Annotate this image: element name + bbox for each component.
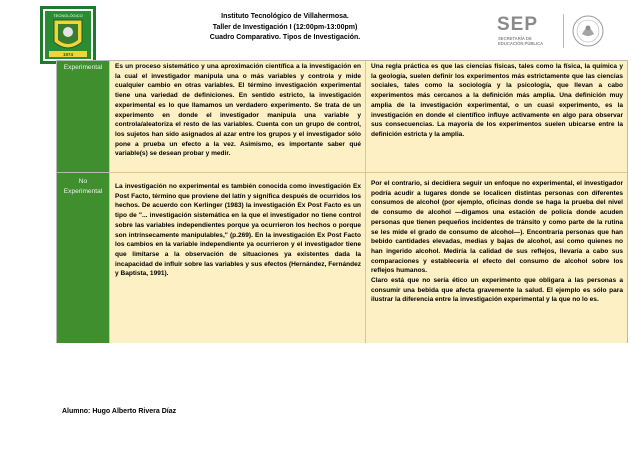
sep-wordmark: SEP — [497, 14, 539, 35]
cell-no-experimental-example — [365, 172, 627, 343]
document-header — [190, 12, 380, 44]
svg-text:1974: 1974 — [62, 52, 74, 57]
sep-logo — [497, 14, 635, 50]
cell-experimental-example: Una regla práctica es que las ciencias físicas, tales como la física, la química y la geología, suelen definir los experimentos más estrictamente que las ciencias sociales, tales como la sociología y la psicología, que llevan a cabo experimentos más cercanos a la definición más amplia. Una definición muy amplia de la investigación experimental, o un cuasi experimento, es la investigación en donde el científico influye activamente en algo para observar sus consecuencias. La mayoría de los experimentos suelen ubicarse entre la definición estricta y la amplia. — [365, 61, 627, 172]
sep-divider — [563, 14, 564, 48]
header-title: Cuadro Comparativo. Tipos de Investigación. — [209, 34, 361, 41]
example-paragraph-2: Claro está que no sería ético un experimento que obligara a las personas a consumir una bebida que afecta gravemente la salud. El ejemplo es sólo para ilustrar la diferencia entre la investigación experimental y la que no lo es. — [371, 277, 623, 304]
svg-text:TECNOLÓGICO: TECNOLÓGICO — [53, 13, 83, 18]
author-line: Alumno: Hugo Alberto Rivera Díaz — [62, 408, 177, 415]
example-paragraph-1: Por el contrario, si decidiera seguir un enfoque no experimental, el investigador podría acudir a lugares donde se localicen distintas personas con diferentes consumos de alcohol (por ejemplo, oficinas donde se haga la prueba del nivel de consumo de alcohol —digamos una estación de policía donde acuden personas que tienen pequeños incidentes de tránsito y como parte de la rutina se les mide el grado de consumo de alcohol—). Encontraría personas que han bebido cantidades elevadas, medias y bajas de alcohol, así como quienes no han ingerido alcohol. Mediría la calidad de sus reflejos, llevaría a cabo sus comparaciones y establecería el efecto del consumo de alcohol sobre los reflejos humanos. — [371, 180, 623, 275]
header-institution: Instituto Tecnológico de Villahermosa. — [221, 13, 349, 20]
national-seal-icon — [571, 14, 605, 48]
institute-logo — [40, 6, 96, 64]
sep-subtitle: SECRETARÍA DE EDUCACIÓN PÚBLICA — [498, 36, 544, 46]
cell-no-experimental-definition: La investigación no experimental es también conocida como investigación Ex Post Facto, término que proviene del latín y significa después de ocurridos los hechos. De acuerdo con Kerlinger (1983) la investigación Ex Post Facto es un tipo de "... investigación sistemática en la que el investigador no tiene control sobre las variables independientes porque ya ocurrieron los hechos o porque son intrínsecamente manipulables," (p.269). En la investigación Ex Post Facto los cambios en la variable independiente ya ocurrieron y el investigador tiene que limitarse a la observación de situaciones ya existentes dada la incapacidad de influir sobre las variables y sus efectos (Hernández, Fernández y Baptista, 1991). — [109, 172, 365, 343]
row-label-experimental: Experimental — [57, 61, 109, 172]
cell-experimental-definition: Es un proceso sistemático y una aproximación científica a la investigación en la cual el investigador manipula una o más variables y controla y mide cualquier cambio en otras variables. El término investigación experimental tiene una variedad de definiciones. En sentido estricto, la investigación experimental es lo que llamamos un verdadero experimento. Se trata de un experimento en donde el investigador manipula una variable y controla/aleatoriza el resto de las variables. Cuenta con un grupo de control, los sujetos han sido asignados al azar entre los grupos y el investigador sólo pone a prueba un efecto a la vez. Asimismo, es importante saber qué variable(s) se desean probar y medir. — [109, 61, 365, 172]
header-course: Taller de Investigación I (12:00pm-13:00pm) — [212, 23, 358, 31]
row-label-no-experimental: No Experimental — [57, 172, 109, 343]
comparison-table — [56, 60, 628, 343]
